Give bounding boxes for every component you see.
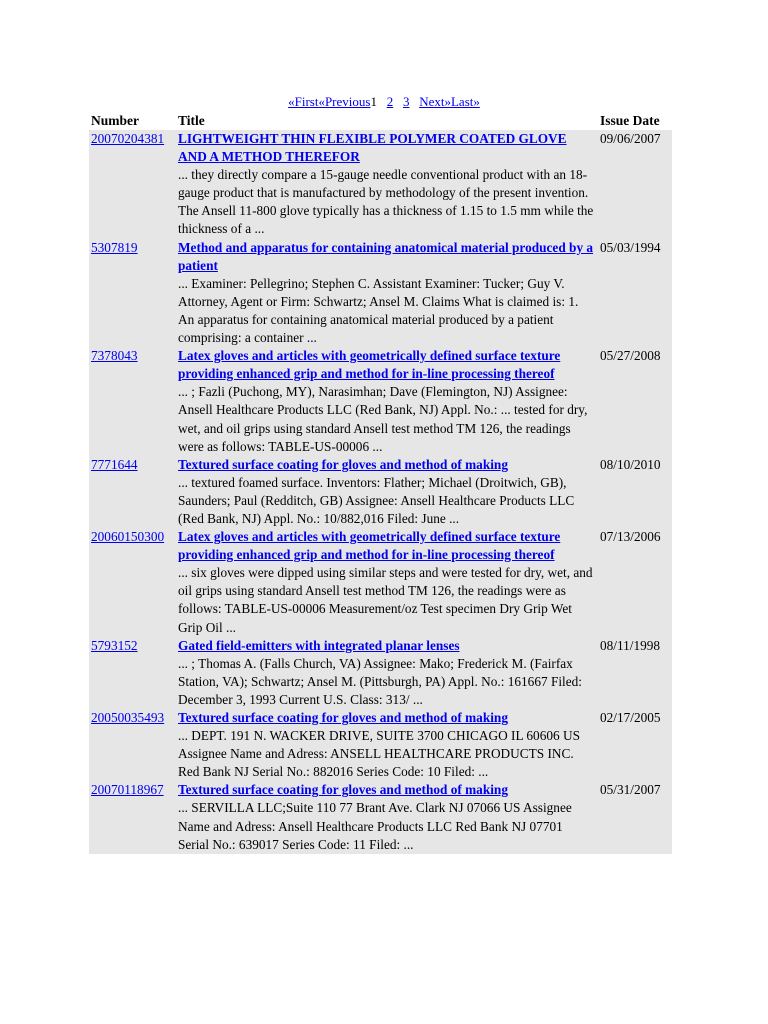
pager-page-3-link[interactable]: 3 — [402, 94, 410, 109]
patent-title-link[interactable]: Latex gloves and articles with geometrically defined surface texture providing enhanced grip and method for in-line processing thereof — [178, 529, 561, 563]
pager-next-link[interactable]: Next» — [419, 94, 451, 109]
table-row — [89, 709, 672, 781]
patent-snippet: ... SERVILLA LLC;Suite 110 77 Brant Ave. Clark NJ 07066 US Assignee Name and Adress: Ansell Healthcare Products LLC Red Bank NJ 07701 Serial No.: 639017 Series Code: 11 Filed: ... — [178, 800, 572, 852]
table-row — [89, 781, 672, 853]
table-header-row — [89, 111, 672, 130]
patent-title-link[interactable]: Method and apparatus for containing anatomical material produced by a patient — [178, 239, 594, 273]
table-row — [89, 456, 672, 528]
patent-title-link[interactable]: Latex gloves and articles with geometrically defined surface texture providing enhanced grip and method for in-line processing thereof — [178, 348, 561, 382]
pager-page-2-link[interactable]: 2 — [386, 94, 394, 109]
issue-date: 08/11/1998 — [598, 637, 672, 709]
table-row — [89, 637, 672, 709]
patent-snippet: ... ; Thomas A. (Falls Church, VA) Assignee: Mako; Frederick M. (Fairfax Station, VA); Schwartz; Ansel M. (Pittsburgh, PA) Appl. No.: 161667 Filed: December 3, 1993 Current U.S. Class: 313/ ... — [178, 655, 582, 707]
patent-number-link[interactable]: 7771644 — [91, 456, 138, 472]
issue-date: 05/03/1994 — [598, 239, 672, 348]
patent-snippet: ... six gloves were dipped using similar steps and were tested for dry, wet, and oil grips using standard Ansell test method TM 126, the readings were as follows: TABLE-US-00006 Measurement/oz Test specimen Dry Grip Wet Grip Oil ... — [178, 565, 593, 635]
pagination — [0, 93, 768, 111]
table-row — [89, 528, 672, 637]
patent-title-link[interactable]: Textured surface coating for gloves and method of making — [178, 782, 508, 798]
patent-number-link[interactable]: 20070118967 — [91, 782, 164, 798]
patent-snippet: ... Examiner: Pellegrino; Stephen C. Assistant Examiner: Tucker; Guy V. Attorney, Agent or Firm: Schwartz; Ansel M. Claims What is claimed is: 1. An apparatus for containing anatomical material produced by a patient comprising: a container ... — [178, 275, 579, 346]
patent-title-link[interactable]: Textured surface coating for gloves and method of making — [178, 710, 508, 725]
patent-number-link[interactable]: 20070204381 — [91, 131, 165, 146]
patent-number-link[interactable]: 20060150300 — [91, 529, 165, 545]
column-header-issue-date: Issue Date — [598, 111, 672, 130]
issue-date: 09/06/2007 — [598, 130, 672, 239]
table-row — [89, 130, 672, 239]
column-header-number: Number — [89, 111, 176, 130]
patent-snippet: ... ; Fazli (Puchong, MY), Narasimhan; Dave (Flemington, NJ) Assignee: Ansell Healthcare Products LLC (Red Bank, NJ) Appl. No.: ... tested for dry, wet, and oil grips using standard Ansell test method TM 126, the readings were as follows: TABLE-US-00006 ... — [178, 384, 588, 454]
issue-date: 05/31/2007 — [598, 781, 672, 853]
patent-snippet: ... they directly compare a 15-gauge needle conventional product with an 18-gauge product that is manufactured by methodology of the present invention. The Ansell 11-800 glove typically has a thickness of 1.15 to 1.5 mm while the thickness of a ... — [178, 167, 594, 237]
patent-number-link[interactable]: 5307819 — [91, 239, 138, 255]
issue-date: 02/17/2005 — [598, 709, 672, 781]
patent-number-link[interactable]: 5793152 — [91, 637, 138, 653]
patent-number-link[interactable]: 20050035493 — [91, 710, 165, 725]
table-row — [89, 347, 672, 456]
column-header-title: Title — [176, 111, 598, 130]
patent-snippet: ... DEPT. 191 N. WACKER DRIVE, SUITE 3700 CHICAGO IL 60606 US Assignee Name and Adress: ANSELL HEALTHCARE PRODUCTS INC. Red Bank NJ Serial No.: 882016 Series Code: 10 Filed: ... — [178, 728, 580, 780]
pager-last-link[interactable]: Last» — [450, 94, 480, 109]
results-table — [89, 111, 672, 854]
patent-title-link[interactable]: Textured surface coating for gloves and method of making — [178, 456, 508, 472]
patent-title-link[interactable]: Gated field-emitters with integrated planar lenses — [178, 637, 460, 653]
patent-number-link[interactable]: 7378043 — [91, 348, 138, 364]
table-row — [89, 239, 672, 348]
patent-title-link[interactable]: LIGHTWEIGHT THIN FLEXIBLE POLYMER COATED GLOVE AND A METHOD THEREFOR — [178, 131, 567, 165]
pager-first-link[interactable]: «First — [288, 94, 319, 109]
issue-date: 08/10/2010 — [598, 456, 672, 528]
pager-current-page: 1 — [370, 94, 377, 109]
issue-date: 07/13/2006 — [598, 528, 672, 637]
issue-date: 05/27/2008 — [598, 347, 672, 456]
patent-snippet: ... textured foamed surface. Inventors: Flather; Michael (Droitwich, GB), Saunders; Paul (Redditch, GB) Assignee: Ansell Healthcare Products LLC (Red Bank, NJ) Appl. No.: 10/882,016 Filed: June ... — [178, 474, 575, 526]
pager-previous-link[interactable]: «Previous — [318, 94, 371, 109]
